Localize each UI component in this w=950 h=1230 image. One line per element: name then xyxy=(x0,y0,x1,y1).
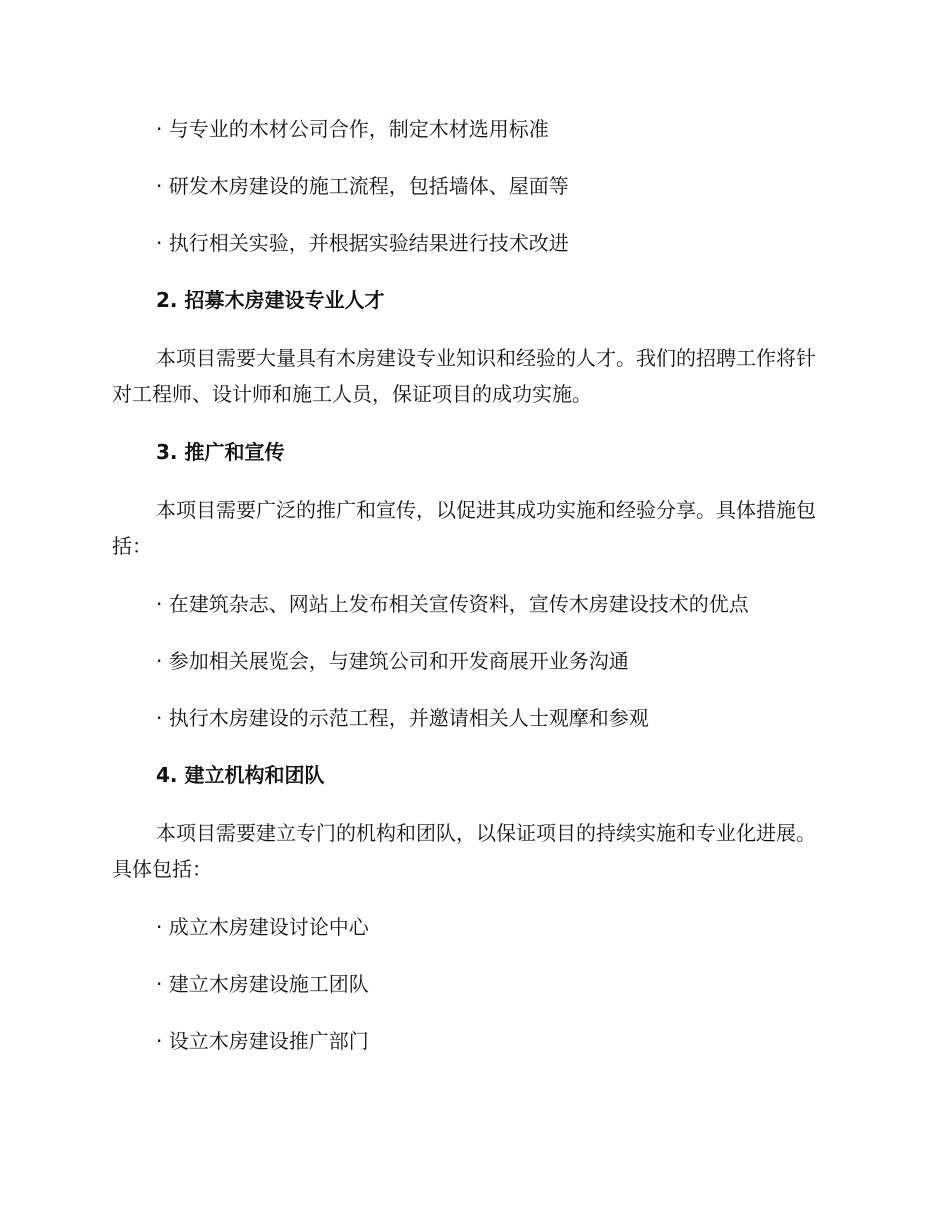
bullet-item-construction-process: · 研发木房建设的施工流程，包括墙体、屋面等 xyxy=(156,174,569,198)
paragraph-recruit: 本项目需要大量具有木房建设专业知识和经验的人才。我们的招聘工作将针对工程师、设计师和施工人员，保证项目的成功实施。 xyxy=(112,346,816,406)
bullet-item-discussion-center: · 成立木房建设讨论中心 xyxy=(156,915,369,939)
bullet-item-experiments: · 执行相关实验，并根据实验结果进行技术改进 xyxy=(156,231,569,255)
bullet-item-construction-team: · 建立木房建设施工团队 xyxy=(156,972,369,996)
section-heading-recruit: 2. 招募木房建设专业人才 xyxy=(156,288,385,312)
bullet-item-wood-standard: · 与专业的木材公司合作，制定木材选用标准 xyxy=(156,117,549,141)
bullet-item-promotion-dept: · 设立木房建设推广部门 xyxy=(156,1029,369,1053)
bullet-item-exhibition: · 参加相关展览会，与建筑公司和开发商展开业务沟通 xyxy=(156,649,629,673)
paragraph-promotion: 本项目需要广泛的推广和宣传，以促进其成功实施和经验分享。具体措施包括： xyxy=(112,498,816,558)
section-heading-promotion: 3. 推广和宣传 xyxy=(156,440,285,464)
bullet-item-publish: · 在建筑杂志、网站上发布相关宣传资料，宣传木房建设技术的优点 xyxy=(156,592,749,616)
section-heading-organization: 4. 建立机构和团队 xyxy=(156,763,325,787)
document-body xyxy=(112,112,832,1081)
bullet-item-demo-project: · 执行木房建设的示范工程，并邀请相关人士观摩和参观 xyxy=(156,706,649,730)
paragraph-organization: 本项目需要建立专门的机构和团队，以保证项目的持续实施和专业化进展。具体包括： xyxy=(112,821,816,881)
